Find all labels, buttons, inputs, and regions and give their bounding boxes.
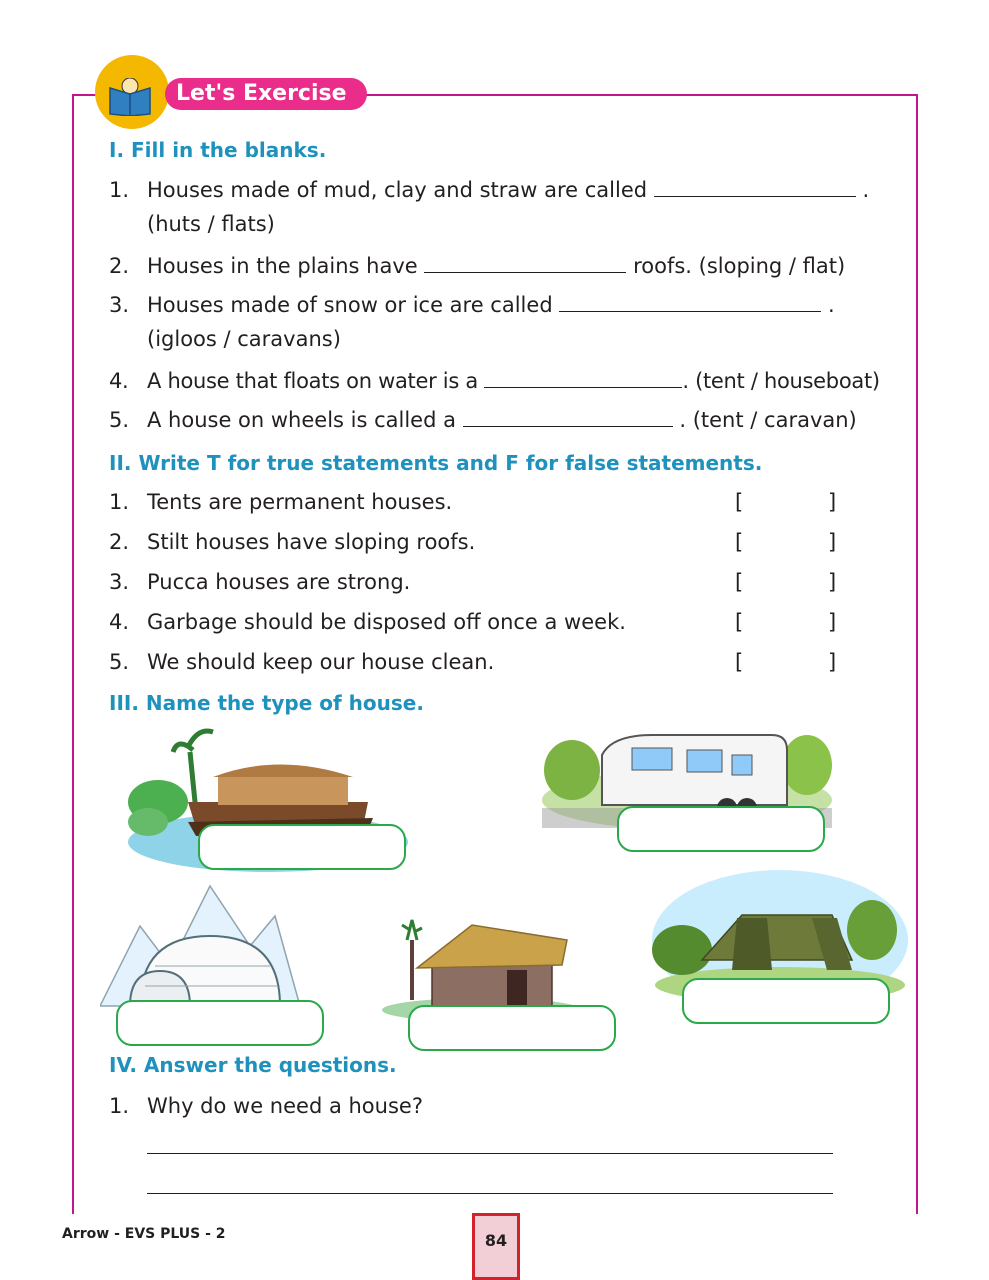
answer-line[interactable] xyxy=(147,1193,833,1194)
list-item: 3. Pucca houses are strong. xyxy=(109,570,411,594)
answer-blank[interactable] xyxy=(559,297,821,312)
answer-line[interactable] xyxy=(147,1153,833,1154)
page-title: Let's Exercise xyxy=(176,81,347,106)
page-number: 84 xyxy=(472,1213,520,1280)
list-item: 1. Why do we need a house? xyxy=(109,1094,423,1118)
answer-label-tent[interactable] xyxy=(682,978,890,1024)
list-item: 1. Tents are permanent houses. xyxy=(109,490,453,514)
answer-label-houseboat[interactable] xyxy=(198,824,406,870)
list-item: 4. A house that floats on water is a . (tent / houseboat) xyxy=(109,369,880,393)
answer-label-igloo[interactable] xyxy=(116,1000,324,1046)
list-item: 2. Stilt houses have sloping roofs. xyxy=(109,530,476,554)
answer-bracket-close: ] xyxy=(828,610,837,634)
hint-text: (igloos / caravans) xyxy=(147,327,341,351)
list-item: 3. Houses made of snow or ice are called . xyxy=(109,293,835,317)
answer-bracket-close: ] xyxy=(828,490,837,514)
hint-text: (huts / flats) xyxy=(147,212,275,236)
answer-bracket-close: ] xyxy=(828,530,837,554)
answer-bracket-open[interactable]: [ xyxy=(735,570,744,594)
list-item: 5. We should keep our house clean. xyxy=(109,650,495,674)
section-title-answer-questions: IV. Answer the questions. xyxy=(109,1053,397,1077)
answer-bracket-open[interactable]: [ xyxy=(735,650,744,674)
reading-book-icon xyxy=(108,78,152,116)
answer-bracket-close: ] xyxy=(828,570,837,594)
section-title-true-false: II. Write T for true statements and F for false statements. xyxy=(109,451,763,475)
list-item: 2. Houses in the plains have roofs. (sloping / flat) xyxy=(109,254,846,278)
answer-bracket-open[interactable]: [ xyxy=(735,610,744,634)
answer-blank[interactable] xyxy=(463,412,673,427)
list-item: 1. Houses made of mud, clay and straw are called . xyxy=(109,178,870,202)
book-footer: Arrow - EVS PLUS - 2 xyxy=(62,1226,226,1242)
list-item: 4. Garbage should be disposed off once a week. xyxy=(109,610,626,634)
list-item: 5. A house on wheels is called a . (tent / caravan) xyxy=(109,408,857,432)
answer-blank[interactable] xyxy=(484,373,682,388)
hut-illustration xyxy=(382,910,582,1020)
answer-label-caravan[interactable] xyxy=(617,806,825,852)
answer-blank[interactable] xyxy=(654,182,856,197)
answer-label-hut[interactable] xyxy=(408,1005,616,1051)
section-title-fill-blanks: I. Fill in the blanks. xyxy=(109,138,327,162)
answer-bracket-close: ] xyxy=(828,650,837,674)
section-title-name-house: III. Name the type of house. xyxy=(109,691,424,715)
answer-bracket-open[interactable]: [ xyxy=(735,530,744,554)
answer-blank[interactable] xyxy=(424,258,626,273)
answer-bracket-open[interactable]: [ xyxy=(735,490,744,514)
